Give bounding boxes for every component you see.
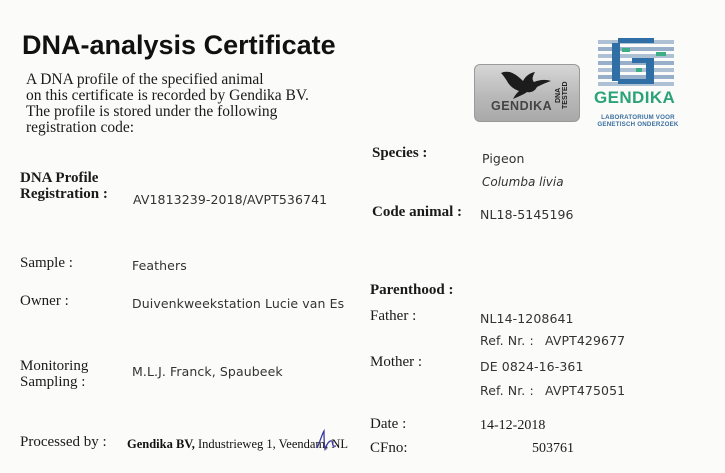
code-animal-value: NL18-5145196 bbox=[480, 207, 574, 222]
signature-mark-icon bbox=[314, 428, 340, 452]
cfno-label: CFno: bbox=[370, 440, 408, 456]
owner-label: Owner : bbox=[20, 293, 69, 309]
monitoring-label bbox=[20, 358, 88, 390]
logo-subtitle bbox=[588, 114, 688, 128]
logo-name: GENDIKA bbox=[594, 88, 676, 107]
dna-tested-stamp bbox=[474, 64, 580, 122]
processed-label: Processed by : bbox=[20, 434, 107, 450]
monitoring-label-line: Sampling : bbox=[20, 374, 86, 390]
intro-paragraph bbox=[26, 72, 309, 136]
registration-label bbox=[20, 170, 108, 202]
date-value: 14-12-2018 bbox=[480, 418, 546, 433]
certificate-title: DNA-analysis Certificate bbox=[22, 30, 336, 60]
cfno-value: 503761 bbox=[532, 441, 574, 456]
processed-address: Industrieweg 1, Veendam, NL bbox=[194, 437, 349, 451]
species-common-value: Pigeon bbox=[482, 151, 525, 166]
species-label: Species : bbox=[372, 145, 428, 161]
sample-label: Sample : bbox=[20, 255, 73, 271]
registration-label-line: Registration : bbox=[20, 186, 108, 202]
father-label: Father : bbox=[370, 308, 417, 324]
stamp-vertical-text: DNA TESTED bbox=[555, 81, 569, 109]
gendika-logo-icon bbox=[596, 34, 676, 94]
mother-value: DE 0824-16-361 bbox=[480, 359, 584, 374]
logo-subtitle-line: GENETISCH ONDERZOEK bbox=[597, 121, 679, 128]
mother-ref-label: Ref. Nr. : bbox=[480, 383, 534, 398]
father-value: NL14-1208641 bbox=[480, 311, 574, 326]
monitoring-label-line: Monitoring bbox=[20, 358, 89, 374]
pigeon-silhouette-icon bbox=[499, 67, 555, 101]
owner-value: Duivenkweekstation Lucie van Es bbox=[132, 296, 345, 311]
registration-value: AV1813239-2018/AVPT536741 bbox=[133, 192, 328, 207]
intro-line: on this certificate is recorded by Gendika BV. bbox=[26, 87, 309, 104]
intro-line: A DNA profile of the specified animal bbox=[26, 71, 264, 88]
processed-company: Gendika BV, bbox=[127, 437, 195, 451]
mother-label: Mother : bbox=[370, 354, 423, 370]
father-ref-value: AVPT429677 bbox=[545, 333, 626, 348]
species-latin-value: Columba livia bbox=[482, 175, 564, 189]
logo-subtitle-line: LABORATORIUM VOOR bbox=[601, 114, 675, 121]
stamp-word: GENDIKA bbox=[491, 99, 553, 113]
monitoring-value: M.L.J. Franck, Spaubeek bbox=[132, 364, 283, 379]
parenthood-label: Parenthood : bbox=[370, 282, 454, 298]
registration-label-line: DNA Profile bbox=[20, 170, 99, 186]
date-label: Date : bbox=[370, 416, 407, 432]
code-animal-label: Code animal : bbox=[372, 204, 462, 220]
mother-ref-value: AVPT475051 bbox=[545, 383, 626, 398]
intro-line: registration code: bbox=[26, 119, 135, 136]
sample-value: Feathers bbox=[132, 258, 187, 273]
father-ref-label: Ref. Nr. : bbox=[480, 333, 534, 348]
intro-line: The profile is stored under the following bbox=[26, 103, 278, 120]
